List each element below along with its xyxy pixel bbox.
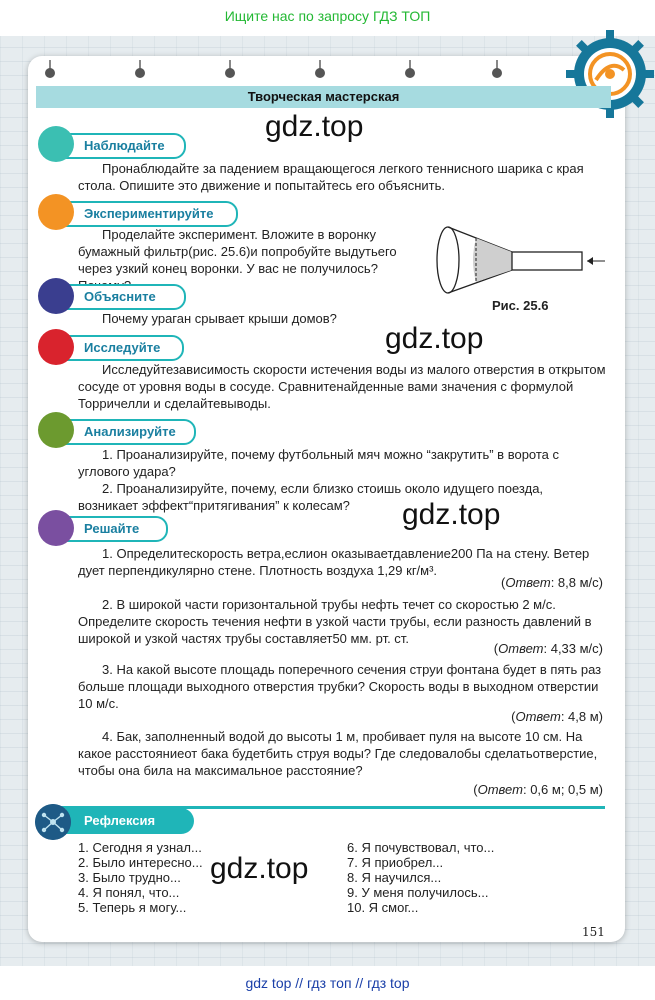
binder-ring xyxy=(315,60,325,78)
problem-3-answer: (Ответ: 4,8 м) xyxy=(511,709,603,724)
top-search-link[interactable]: Ищите нас по запросу ГДЗ ТОП xyxy=(224,8,431,24)
section-banner: Творческая мастерская xyxy=(36,86,611,108)
list-item: 7. Я приобрел... xyxy=(347,855,444,870)
binder-ring xyxy=(135,60,145,78)
analyze-item-1: 1. Проанализируйте, почему футбольный мяч можно “закрутить” в ворота с углового удара? xyxy=(78,447,560,479)
observe-circle-icon xyxy=(38,126,74,162)
solve-circle-icon xyxy=(38,510,74,546)
experiment-label: Экспериментируйте xyxy=(42,201,238,227)
list-item: 1. Сегодня я узнал... xyxy=(78,840,202,855)
list-item: 6. Я почувствовал, что... xyxy=(347,840,495,855)
page-number: 151 xyxy=(582,925,605,939)
explain-text: Почему ураган срывает крыши домов? xyxy=(102,311,337,326)
binder-ring xyxy=(405,60,415,78)
funnel-figure xyxy=(430,220,605,300)
watermark: gdz.top xyxy=(385,322,484,355)
list-item: 5. Теперь я могу... xyxy=(78,900,187,915)
list-item: 8. Я научился... xyxy=(347,870,442,885)
list-item: 9. У меня получилось... xyxy=(347,885,489,900)
watermark: gdz.top xyxy=(210,852,309,885)
investigate-circle-icon xyxy=(38,329,74,365)
problem-4-answer: (Ответ: 0,6 м; 0,5 м) xyxy=(473,782,603,797)
problem-4-text: 4. Бак, заполненный водой до высоты 1 м, пробивает пуля на высоте 10 см. На какое расстояниеот бака будетбить струя воды? Где следовалобы сделатьотверстие, чтобы она била на максимальное расстояние? xyxy=(78,729,598,778)
problem-1-text: 1. Определитескорость ветра,еслион оказываетдавление200 Па на стену. Ветер дует перпендикулярно стене. Плотность воздуха 1,29 кг/м³. xyxy=(78,546,590,578)
watermark: gdz.top xyxy=(265,110,364,143)
binder-ring xyxy=(492,60,502,78)
list-item: 2. Было интересно... xyxy=(78,855,203,870)
observe-label: Наблюдайте xyxy=(42,133,186,159)
binder-ring xyxy=(225,60,235,78)
list-item: 3. Было трудно... xyxy=(78,870,181,885)
watermark: gdz.top xyxy=(402,498,501,531)
analyze-item-2: 2. Проанализируйте, почему, если близко стоишь около идущего поезда, возникает эффект“притягивания” к колесам? xyxy=(78,481,544,513)
reflection-left-list xyxy=(78,840,203,915)
explain-label: Объясните xyxy=(42,284,186,310)
bottom-links[interactable]: gdz top // гдз топ // гдз top xyxy=(245,975,410,991)
problem-3-text: 3. На какой высоте площадь поперечного сечения струи фонтана будет в пять раз больше площади выходного отверстия трубки? Скорость воды в выходном отверстии 10 м/с. xyxy=(78,662,602,711)
figure-caption: Рис. 25.6 xyxy=(492,298,549,313)
binder-ring xyxy=(45,60,55,78)
reflection-label: Рефлексия xyxy=(66,808,194,834)
problem-2-answer: (Ответ: 4,33 м/с) xyxy=(493,641,603,656)
problem-1-answer: (Ответ: 8,8 м/с) xyxy=(501,575,603,590)
list-item: 4. Я понял, что... xyxy=(78,885,180,900)
molecule-icon xyxy=(35,804,71,840)
solve-label: Решайте xyxy=(42,516,168,542)
investigate-label: Исследуйте xyxy=(42,335,184,361)
analyze-circle-icon xyxy=(38,412,74,448)
experiment-text: Проделайте эксперимент. Вложите в воронку бумажный фильтр(рис. 25.6)и попробуйте выдутьего через узкий конец воронки. У вас не получилось? xyxy=(78,227,397,276)
reflection-right-list xyxy=(347,840,494,915)
list-item: 10. Я смог... xyxy=(347,900,419,915)
analyze-label: Анализируйте xyxy=(42,419,196,445)
explain-circle-icon xyxy=(38,278,74,314)
investigate-text: Исследуйтезависимость скорости истечения воды из малого отверстия в открытом сосуде от уровня воды в сосуде. Сравнитенайденные вами значения с формулой Торричелли и сделайтевыводы. xyxy=(78,362,606,411)
experiment-circle-icon xyxy=(38,194,74,230)
problem-2-text: 2. В широкой части горизонтальной трубы нефть течет со скоростью 2 м/с. Определите скорость течения нефти в узкой части трубы, если разность давлений в широкой и узкой частях трубы составляет50 мм. рт. ст. xyxy=(78,597,592,646)
observe-text: Пронаблюдайте за падением вращающегося легкого теннисного шарика с края стола. Опишите это движение и попытайтесь его объяснить. xyxy=(78,161,584,193)
